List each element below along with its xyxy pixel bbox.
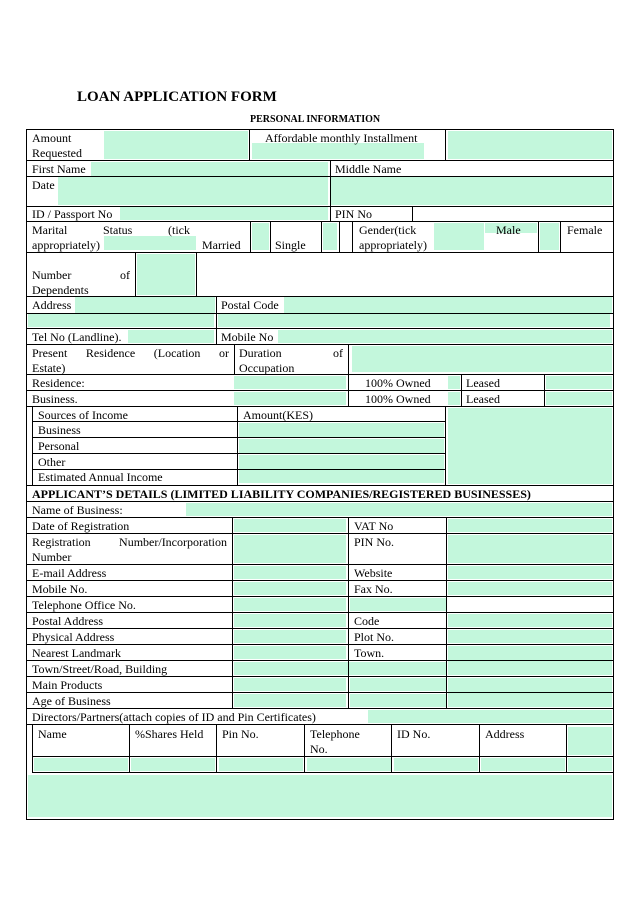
row-divider	[26, 221, 614, 222]
directors-divider	[32, 756, 613, 757]
directors-divider	[32, 772, 613, 773]
residence-leased-checkbox[interactable]	[546, 376, 612, 389]
row-divider	[26, 206, 614, 207]
income-notes-field[interactable]	[448, 408, 612, 484]
row-divider	[26, 328, 614, 329]
row-divider	[26, 708, 614, 709]
col-divider	[250, 221, 251, 253]
age-of-business-field-b[interactable]	[350, 694, 446, 707]
outer-border-top	[26, 129, 614, 130]
label-address: Address	[32, 298, 72, 312]
label-number-word: Number	[32, 268, 72, 282]
label-female: Female	[567, 223, 603, 237]
company-mobile-field[interactable]	[234, 582, 346, 595]
label-or-word: or	[218, 346, 229, 360]
duration-of-occupation-field[interactable]	[352, 346, 612, 372]
label-directors-partners: Directors/Partners(attach copies of ID and Pin Certificates)	[32, 710, 316, 724]
label-single: Single	[275, 238, 306, 252]
row-divider	[26, 596, 614, 597]
postal-address-field[interactable]	[234, 614, 346, 627]
label-income-business: Business	[38, 423, 81, 437]
label-gender: Gender(tick	[359, 223, 417, 237]
label-plot-no: Plot No.	[354, 630, 395, 644]
label-nearest-landmark: Nearest Landmark	[32, 646, 121, 660]
director-id-field[interactable]	[394, 758, 478, 771]
label-sources-of-income: Sources of Income	[38, 408, 128, 422]
single-checkbox[interactable]	[323, 223, 337, 250]
telephone-office-field-b[interactable]	[350, 598, 446, 611]
label-town-street: Town/Street/Road, Building	[32, 662, 168, 676]
main-products-field-b[interactable]	[350, 678, 446, 691]
plot-no-field[interactable]	[448, 630, 612, 643]
row-divider	[26, 374, 614, 375]
header-telephone-no: No.	[310, 742, 328, 756]
label-first-name: First Name	[32, 162, 86, 176]
label-occupation: Occupation	[239, 361, 295, 375]
header-address: Address	[485, 727, 525, 741]
label-name-of-business: Name of Business:	[32, 503, 123, 517]
director-telephone-field[interactable]	[307, 758, 391, 771]
label-present-residence	[32, 346, 229, 360]
label-marital-appropriately: appropriately)	[32, 238, 100, 252]
business-owned-checkbox[interactable]	[448, 392, 460, 405]
label-number-of	[32, 268, 130, 282]
income-divider	[32, 437, 445, 438]
col-divider	[348, 517, 349, 709]
tel-landline-field[interactable]	[128, 330, 214, 343]
row-divider	[26, 533, 614, 534]
row-divider	[26, 390, 614, 391]
amount-requested-field[interactable]	[104, 131, 248, 159]
label-estate: Estate)	[32, 361, 66, 375]
postal-code-field[interactable]	[284, 297, 612, 313]
col-divider	[270, 221, 271, 253]
label-email: E-mail Address	[32, 566, 107, 580]
label-website: Website	[354, 566, 393, 580]
label-duration-of-word: of	[333, 346, 343, 360]
col-divider	[216, 296, 217, 345]
label-business: Business.	[32, 392, 78, 406]
id-passport-field[interactable]	[120, 207, 328, 220]
col-divider	[196, 252, 197, 297]
postal-code-field-line2[interactable]	[218, 314, 610, 327]
label-main-products: Main Products	[32, 678, 103, 692]
additional-details-field[interactable]	[28, 775, 612, 817]
col-divider	[234, 344, 235, 375]
business-premises-field[interactable]	[234, 392, 346, 405]
label-date: Date	[32, 178, 55, 192]
registration-date-field[interactable]	[234, 519, 346, 532]
label-married: Married	[202, 238, 241, 252]
physical-address-field[interactable]	[234, 630, 346, 643]
col-divider	[445, 129, 446, 161]
col-divider	[135, 252, 136, 297]
row-divider	[26, 564, 614, 565]
col-divider	[249, 129, 250, 161]
directors-column-divider	[566, 724, 567, 773]
label-pin-no: PIN No	[335, 207, 373, 221]
label-amount-kes: Amount(KES)	[243, 408, 313, 422]
label-incorporation-word: Number/Incorporation	[119, 535, 227, 549]
age-of-business-field[interactable]	[234, 694, 346, 707]
directors-column-divider	[479, 724, 480, 773]
income-business-field[interactable]	[239, 423, 444, 437]
label-income-other: Other	[38, 455, 66, 469]
header-pin-no: Pin No.	[222, 727, 259, 741]
code-field[interactable]	[448, 614, 612, 627]
section-personal-information: PERSONAL INFORMATION	[250, 114, 381, 125]
col-divider	[232, 517, 233, 709]
directors-border-left	[32, 724, 33, 773]
mobile-no-field[interactable]	[278, 330, 612, 343]
label-duration-of	[239, 346, 343, 360]
label-physical-address: Physical Address	[32, 630, 115, 644]
label-status-word: Status	[102, 223, 133, 237]
label-amount: Amount	[32, 131, 72, 145]
label-tel-landline: Tel No (Landline).	[32, 330, 122, 344]
business-name-field[interactable]	[186, 503, 612, 516]
row-divider	[26, 612, 614, 613]
director-address-field[interactable]	[481, 758, 565, 771]
label-mobile-no: Mobile No	[221, 330, 274, 344]
col-divider	[352, 221, 353, 253]
label-business-leased: Leased	[466, 392, 500, 406]
row-divider	[26, 160, 614, 161]
row-divider	[26, 252, 614, 253]
label-vat-no: VAT No	[354, 519, 394, 533]
label-date-of-registration: Date of Registration	[32, 519, 130, 533]
telephone-office-field[interactable]	[234, 598, 346, 611]
address-field[interactable]	[75, 297, 215, 313]
label-postal-address: Postal Address	[32, 614, 104, 628]
directors-column-divider	[129, 724, 130, 773]
label-affordable-installment: Affordable monthly Installment	[265, 131, 418, 145]
business-leased-checkbox[interactable]	[546, 392, 612, 405]
row-divider	[26, 501, 614, 502]
label-present-word: Present	[32, 346, 68, 360]
income-column-divider	[237, 406, 238, 485]
income-border-right	[445, 406, 446, 485]
residence-field[interactable]	[234, 376, 346, 389]
label-marital-word: Marital	[32, 223, 68, 237]
row-divider	[26, 676, 614, 677]
vat-no-field[interactable]	[448, 519, 612, 532]
label-requested: Requested	[32, 146, 82, 160]
col-divider	[544, 374, 545, 407]
label-fax: Fax No.	[354, 582, 393, 596]
label-residence-leased: Leased	[466, 376, 500, 390]
outer-border-bottom	[26, 819, 614, 820]
col-divider	[348, 374, 349, 407]
income-border-left	[32, 406, 33, 485]
label-income-personal: Personal	[38, 439, 80, 453]
nearest-landmark-field[interactable]	[234, 646, 346, 659]
label-number: Number	[32, 550, 72, 564]
row-divider	[26, 296, 614, 297]
col-divider	[538, 221, 539, 253]
label-marital-status	[32, 223, 190, 237]
label-duration-word: Duration	[239, 346, 282, 360]
website-field[interactable]	[448, 566, 612, 579]
row-divider	[26, 406, 614, 407]
label-postal-code: Postal Code	[221, 298, 279, 312]
income-estimated-field[interactable]	[239, 470, 444, 483]
label-dependents: Dependents	[32, 283, 89, 297]
male-checkbox[interactable]	[540, 223, 559, 250]
registration-number-field[interactable]	[234, 535, 346, 563]
label-residence: Residence:	[32, 376, 85, 390]
row-divider	[26, 660, 614, 661]
fax-field[interactable]	[448, 582, 612, 595]
label-company-mobile: Mobile No.	[32, 582, 88, 596]
label-business-owned: 100% Owned	[365, 392, 431, 406]
col-divider	[446, 517, 447, 709]
row-divider	[26, 517, 614, 518]
income-other-field[interactable]	[239, 455, 444, 469]
dependents-field[interactable]	[137, 254, 195, 295]
label-registration-word: Registration	[32, 535, 91, 549]
label-age-of-business: Age of Business	[32, 694, 111, 708]
row-divider	[26, 313, 614, 314]
col-divider	[412, 206, 413, 222]
col-divider	[348, 344, 349, 375]
gender-field[interactable]	[434, 223, 484, 250]
row-divider	[26, 176, 614, 177]
label-location-word: (Location	[153, 346, 201, 360]
header-director-name: Name	[38, 727, 67, 741]
label-of-word: of	[120, 268, 130, 282]
col-divider	[321, 221, 322, 253]
label-residence-word: Residence	[85, 346, 136, 360]
label-tick-word: (tick	[167, 223, 190, 237]
affordable-installment-field-a[interactable]	[252, 143, 424, 159]
label-code: Code	[354, 614, 380, 628]
label-registration-number	[32, 535, 227, 549]
label-gender-appropriately: appropriately)	[359, 238, 427, 252]
header-shares-held: %Shares Held	[135, 727, 204, 741]
outer-border-right	[613, 129, 614, 820]
affordable-installment-field[interactable]	[448, 131, 612, 159]
address-field-line2[interactable]	[28, 314, 214, 327]
director-pin-field[interactable]	[219, 758, 303, 771]
income-personal-field[interactable]	[239, 439, 444, 453]
label-residence-owned: 100% Owned	[365, 376, 431, 390]
col-divider	[461, 374, 462, 407]
form-title: LOAN APPLICATION FORM	[77, 89, 277, 105]
label-town: Town.	[354, 646, 385, 660]
label-id-passport: ID / Passport No	[32, 207, 113, 221]
row-divider	[26, 485, 614, 486]
col-divider	[339, 221, 340, 253]
label-estimated-annual-income: Estimated Annual Income	[38, 470, 163, 484]
row-divider	[26, 628, 614, 629]
email-field[interactable]	[234, 566, 346, 579]
marital-status-field[interactable]	[104, 236, 196, 250]
col-divider	[330, 160, 331, 222]
label-male: Male	[496, 223, 521, 237]
row-divider	[26, 344, 614, 345]
directors-note-field[interactable]	[368, 710, 612, 723]
row-divider	[26, 724, 614, 725]
directors-extra-field[interactable]	[568, 727, 612, 755]
row-divider	[26, 692, 614, 693]
residence-owned-checkbox[interactable]	[448, 376, 460, 389]
row-divider	[26, 580, 614, 581]
section-applicant-details: APPLICANT’S DETAILS (LIMITED LIABILITY COMPANIES/REGISTERED BUSINESSES)	[32, 487, 531, 501]
header-id-no: ID No.	[397, 727, 431, 741]
first-name-field[interactable]	[91, 162, 328, 176]
middle-name-field[interactable]	[331, 177, 612, 205]
label-telephone-office: Telephone Office No.	[32, 598, 136, 612]
directors-column-divider	[391, 724, 392, 773]
director-shares-field[interactable]	[131, 758, 215, 771]
label-company-pin: PIN No.	[354, 535, 395, 549]
director-extra-field[interactable]	[568, 758, 612, 771]
income-divider	[32, 453, 445, 454]
town-street-field[interactable]	[234, 662, 446, 675]
row-divider	[26, 644, 614, 645]
directors-column-divider	[216, 724, 217, 773]
married-checkbox[interactable]	[252, 223, 269, 250]
main-products-field[interactable]	[234, 678, 346, 691]
outer-border-left	[26, 129, 27, 820]
date-field[interactable]	[58, 177, 328, 205]
col-divider	[560, 221, 561, 253]
company-pin-field[interactable]	[448, 535, 612, 563]
label-middle-name: Middle Name	[335, 162, 402, 176]
directors-column-divider	[304, 724, 305, 773]
header-telephone: Telephone	[310, 727, 360, 741]
director-name-field[interactable]	[34, 758, 128, 771]
